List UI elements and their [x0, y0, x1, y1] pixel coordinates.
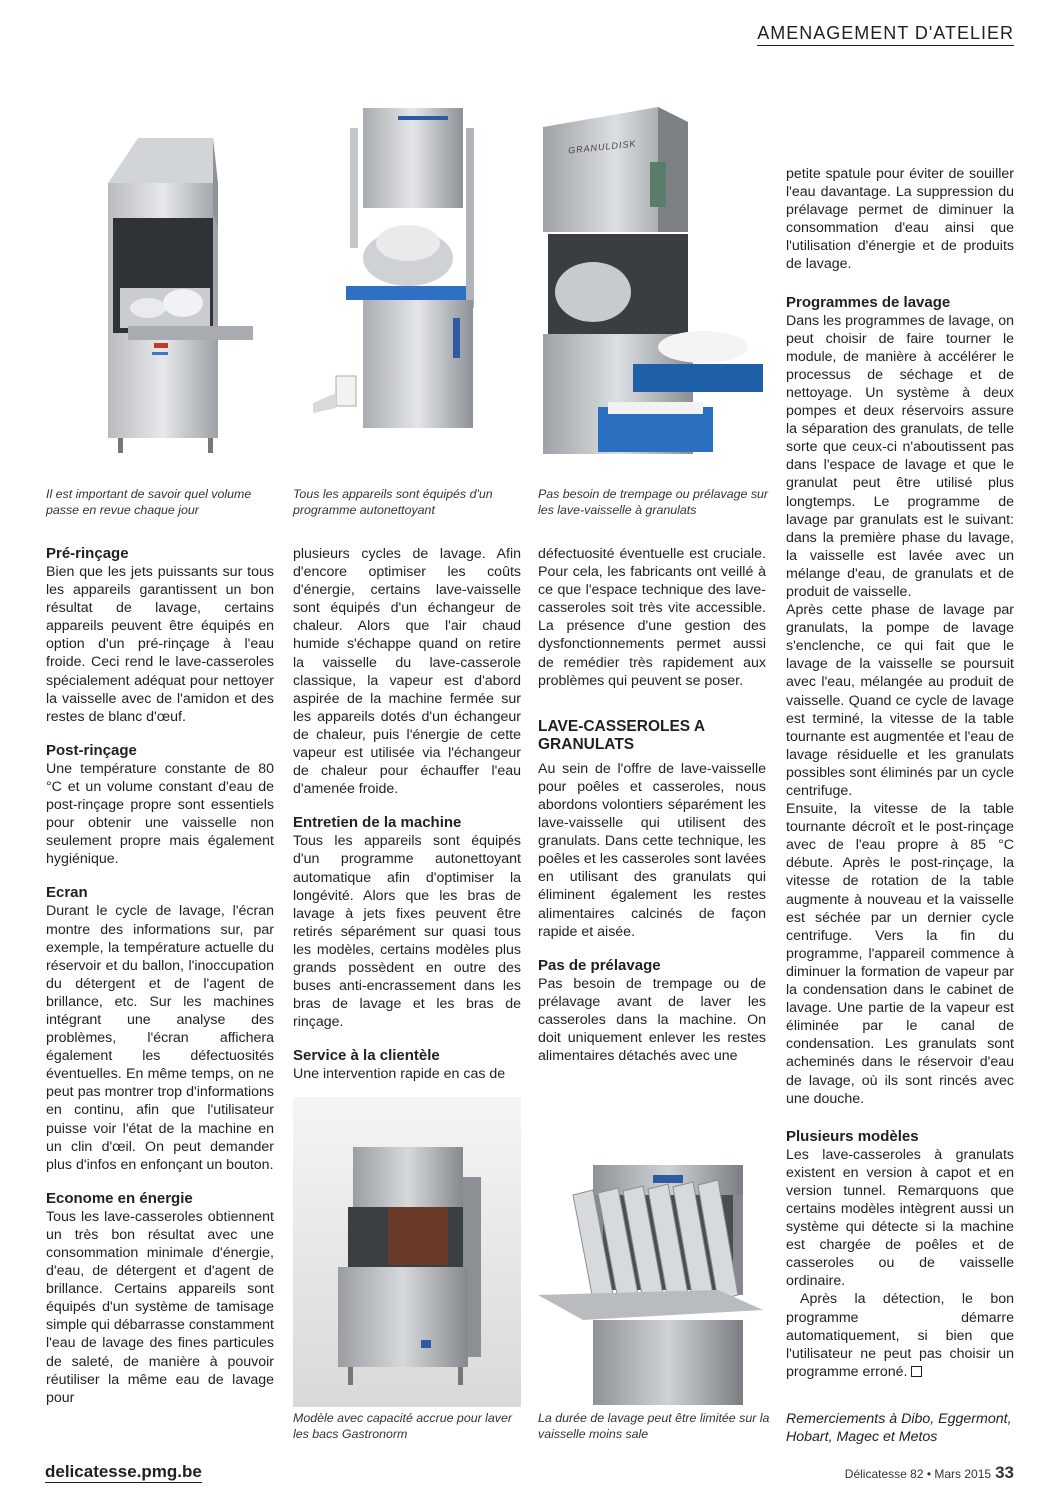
photo-gastronorm-washer: [293, 1097, 521, 1407]
paragraph-service: Une intervention rapide en cas de: [293, 1066, 506, 1083]
paragraph-continued-col4: petite spatule pour éviter de souiller l'eau davantage. La suppression du prélavage permet de diminuer la consommation d'eau ainsi que l'utilisation d'énergie et de produits de lavage.: [786, 166, 1014, 273]
heading-pre-rincage: Pré-rinçage: [46, 545, 129, 562]
photo-hood-dishwasher-open: [68, 138, 258, 453]
caption-photo2: Tous les appareils sont équipés d'un programme autonettoyant: [293, 487, 493, 517]
heading-granulats: LAVE-CASSEROLES A GRANULATS: [538, 717, 705, 753]
footer-issue-info: [845, 1464, 1014, 1483]
caption-photo3: Pas besoin de trempage ou prélavage sur les lave-vaisselle à granulats: [538, 487, 769, 517]
column-2: [293, 545, 521, 1083]
heading-pas-de-prelavage: Pas de prélavage: [538, 956, 661, 974]
paragraph-continued-col3: défectuosité éventuelle est cruciale. Pour cela, les fabricants ont veillé à ce que l'espace technique des lave-casseroles soit très vite accessible. La présence d'une gestion des dysfonctionnements permet aussi de remédier très rapidement aux problèmes qui peuvent se poser.: [538, 546, 766, 689]
end-of-article-icon: [911, 1366, 922, 1377]
footer-website-link[interactable]: delicatesse.pmg.be: [45, 1462, 202, 1481]
heading-plusieurs-modeles: Plusieurs modèles: [786, 1127, 919, 1145]
paragraph-programmes-2: Après cette phase de lavage par granulats, la pompe de lavage s'enclenche, ce qui fait que le lavage de la vaisselle se poursuit avec l'eau, mélangée au produit de vaisselle. Quand ce cycle de lavage est terminé, la vitesse de la table tournante est augmentée et l'eau de lavage résiduelle et les granulats possibles sont éliminés par un cycle centrifuge.: [786, 602, 1014, 799]
heading-programmes: Programmes de lavage: [786, 293, 951, 311]
column-3: [538, 545, 766, 1065]
heading-ecran: Ecran: [46, 884, 88, 902]
acknowledgements: Remerciements à Dibo, Eggermont, Hobart, Magec et Metos: [786, 1411, 1012, 1445]
paragraph-programmes-3: Ensuite, la vitesse de la table tournante décroît et le post-rinçage avec de l'eau propre à 85 °C débute. Après le post-rinçage, la vitesse de rotation de la table augmente à nouveau et la vaisselle est séchée par un dernier cycle centrifuge. Vers la fin du programme, l'appareil commence à diminuer la formation de vapeur par la condensation dans le cabinet de lavage. Une partie de la vapeur est éliminée par le canal de condensation. Les granulats sont acheminés dans le réservoir d'eau de lavage, où ils sont rincés avec une douche.: [786, 801, 1014, 1107]
page-number: 33: [995, 1463, 1014, 1482]
photo-brand-label: GRANULDISK: [567, 138, 637, 156]
paragraph-granulats: Au sein de l'offre de lave-vaisselle pour poêles et casseroles, nous abordons volontiers séparément les lave-vaisselle qui utilisent des granulats. Dans cette technique, les poêles et les casseroles sont lavées en utilisant des granulats qui éliminent également les restes alimentaires calcinés de façon rapide et aisée.: [538, 760, 766, 940]
footer-issue: Délicatesse 82 • Mars 2015: [844, 1467, 992, 1481]
photo-undercounter-washer: [538, 1165, 770, 1405]
paragraph-econome: Tous les lave-casseroles obtiennent un très bon résultat avec une consommation minimale d'énergie, d'eau, de détergent et d'agent de brillance. Certains appareils sont équipés d'un système de tamisage simple qui débarrasse constamment l'eau de lavage des fines particules de saleté, de manière à pouvoir réutiliser la même eau de lavage pour: [46, 1208, 274, 1406]
section-title: AMENAGEMENT D'ATELIER: [757, 22, 1014, 46]
column-1: [46, 545, 274, 1407]
heading-econome: Econome en énergie: [46, 1189, 193, 1207]
paragraph-continued-col2: plusieurs cycles de lavage. Afin d'encore optimiser les coûts d'énergie, certains lave-vaisselle sont équipés d'un échangeur de chaleur. Alors que l'air chaud humide s'échappe quand on retire la vaisselle du lave-casserole classique, la vapeur est d'abord aspirée de la machine fermée sur les appareils dotés d'un échangeur de chaleur, puis l'énergie de cette vapeur est utilisée via l'échangeur de chaleur pour échauffer l'eau d'amenée froide.: [293, 546, 521, 798]
heading-post-rincage: Post-rinçage: [46, 741, 137, 759]
paragraph-entretien: Tous les appareils sont équipés d'un programme autonettoyant automatique afin d'optimiser la longévité. Alors que les bras de lavage à jets fixes peuvent être retirés séparément sur quasi tous les modèles, certains modèles plus grands possèdent en outre des buses anti-encrassement dans les bras de lavage et les bras de rinçage.: [293, 833, 521, 1031]
paragraph-pas-de-prelavage: Pas besoin de trempage ou de prélavage avant de laver les casseroles dans la machine. On doit uniquement enlever les restes alimentaires détachés avec une: [538, 975, 766, 1065]
caption-photo1: Il est important de savoir quel volume passe en revue chaque jour: [46, 487, 252, 517]
paragraph-pre-rincage: Bien que les jets puissants sur tous les appareils garantissent un bon résultat de lavage, certains appareils peuvent être équipés en option d'un pré-rinçage à l'eau froide. Ceci rend le lave-casseroles spécialement adéquat pour nettoyer la vaisselle avec de l'amidon et des restes de blanc d'œuf.: [46, 564, 274, 725]
caption-photo5: La durée de lavage peut être limitée sur la vaisselle moins sale: [538, 1411, 770, 1441]
paragraph-post-rincage: Une température constante de 80 °C et un volume constant d'eau de post-rinçage propre sont essentiels pour obtenir une vaisselle non seulement propre mais également hygiénique.: [46, 760, 274, 868]
heading-entretien: Entretien de la machine: [293, 814, 462, 832]
paragraph-ecran: Durant le cycle de lavage, l'écran montre des informations sur, par exemple, la température actuelle du réservoir et du ballon, l'inoccupation du détergent et de l'agent de brillance, etc. Sur les machines intégrant une analyse des problèmes, l'écran affichera également les défectuosités éventuelles. En même temps, on ne peut pas montrer trop d'informations en continu, afin que l'utilisateur puisse voir l'état de la machine en un clin d'œil. On peut demander plus d'infos en enfonçant un bouton.: [46, 903, 274, 1173]
paragraph-programmes-1: Dans les programmes de lavage, on peut choisir de faire tourner le module, de manière à accélérer le processus de séchage et de nettoyage. Un système à deux pompes et deux réservoirs assure la séparation des granulats, de telle sorte que ceux-ci n'aboutissent pas dans l'espace de lavage et que le granulat peut être utilisé plus longtemps. Le programme de lavage par granulats est le suivant: dans la première phase du lavage, la vaisselle est lavée avec un mélange d'eau, de granulats et de produit de vaisselle.: [786, 312, 1014, 600]
paragraph-modeles-2: Après la détection, le bon programme démarre automatiquement, si bien que l'utilisateur ne peut pas choisir un programme erroné.: [786, 1291, 1014, 1380]
photo-granule-washer: [538, 102, 770, 462]
column-4: [786, 165, 1014, 1381]
heading-service: Service à la clientèle: [293, 1047, 440, 1065]
photo-hood-dishwasher: [308, 108, 488, 443]
paragraph-modeles-1: Les lave-casseroles à granulats existent en version à capot et en version tunnel. Remarquons que certains modèles intègrent aussi un système qui détecte si la machine est chargée de poêles et de casseroles ou de vaisselle ordinaire.: [786, 1146, 1014, 1290]
caption-photo4: Modèle avec capacité accrue pour laver les bacs Gastronorm: [293, 1411, 513, 1441]
